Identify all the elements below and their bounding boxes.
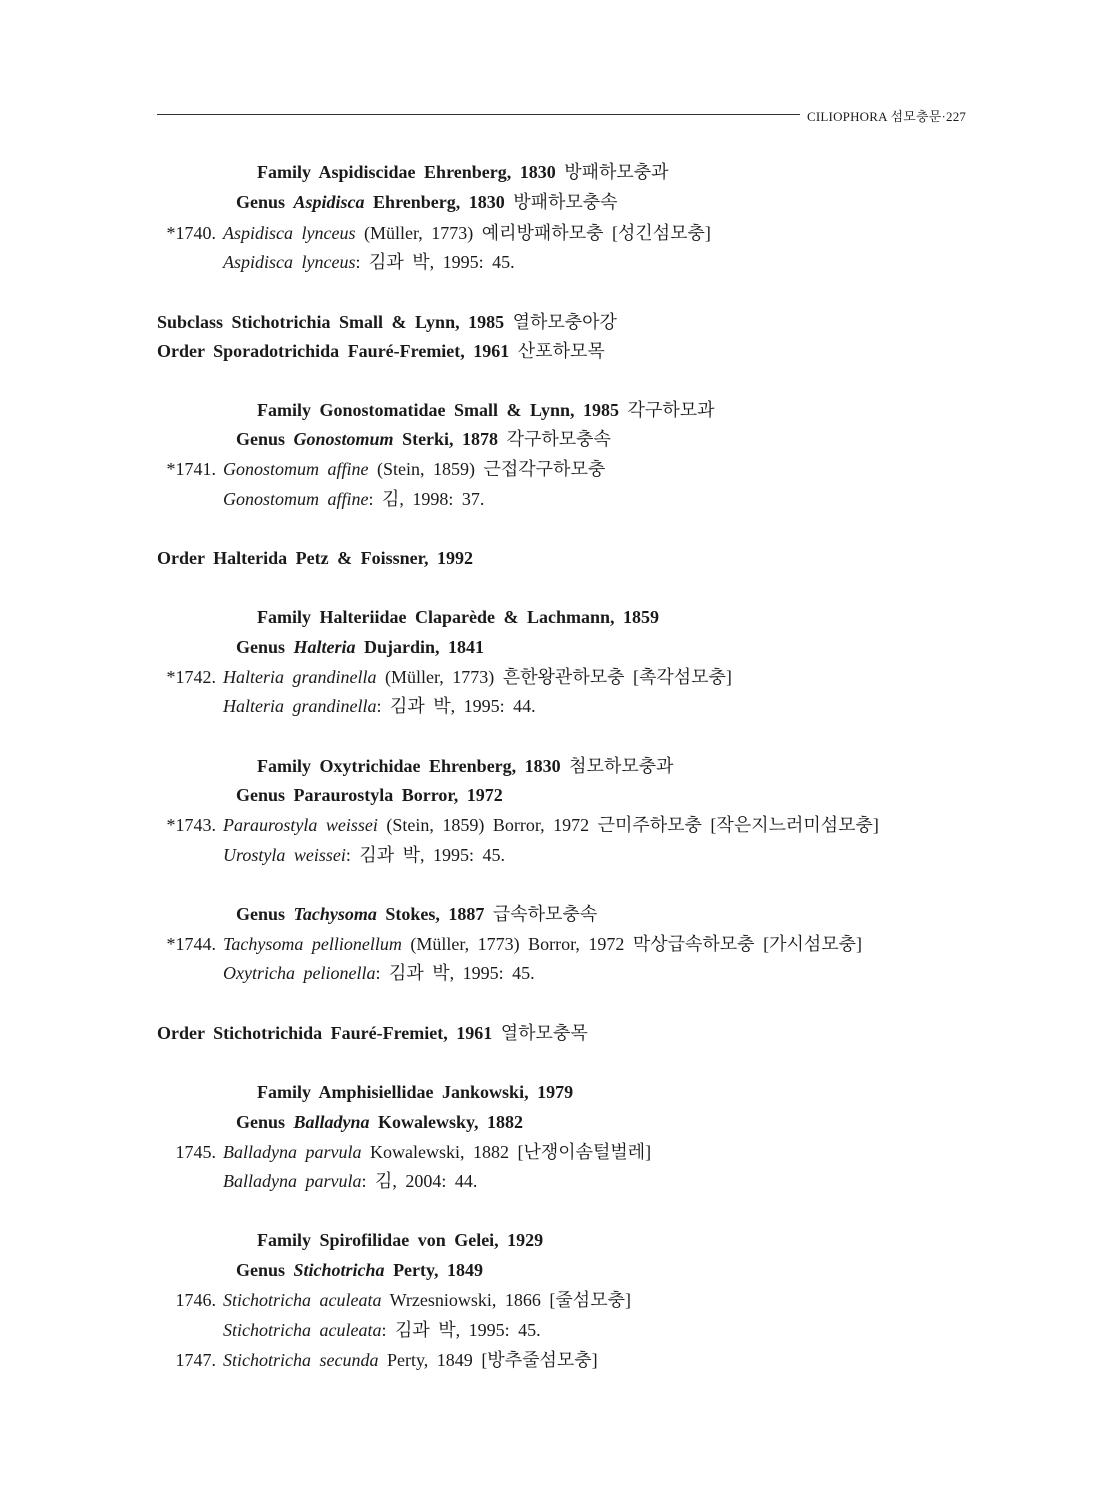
species-number-1740: *1740.: [166, 223, 216, 243]
species-number-1741: *1741.: [166, 459, 216, 479]
running-head: CILIOPHORA 섬모충문·227: [807, 109, 967, 124]
species-number-1743: *1743.: [166, 815, 216, 835]
species-entry-1740: Aspidisca lynceus (Müller, 1773) 예리방패하모충 [성긴섬모충]: [223, 223, 711, 243]
synonym-1743: Urostyla weissei: 김과 박, 1995: 45.: [223, 845, 505, 865]
synonym-1742: Halteria grandinella: 김과 박, 1995: 44.: [223, 696, 536, 716]
species-entry-1741: Gonostomum affine (Stein, 1859) 근접각구하모충: [223, 459, 606, 479]
synonym-1746: Stichotricha aculeata: 김과 박, 1995: 45.: [223, 1320, 541, 1340]
family-heading-amphisiellidae: Family Amphisiellidae Jankowski, 1979: [257, 1082, 574, 1102]
order-heading-halterida: Order Halterida Petz & Foissner, 1992: [157, 548, 473, 568]
family-heading-spirofilidae: Family Spirofilidae von Gelei, 1929: [257, 1230, 544, 1250]
species-entry-1744: Tachysoma pellionellum (Müller, 1773) Borror, 1972 막상급속하모충 [가시섬모충]: [223, 934, 863, 954]
family-heading-aspidiscidae: Family Aspidiscidae Ehrenberg, 1830 방패하모충과: [257, 162, 669, 182]
family-heading-gonostomatidae: Family Gonostomatidae Small & Lynn, 1985 각구하모과: [257, 400, 715, 420]
synonym-1744: Oxytricha pelionella: 김과 박, 1995: 45.: [223, 963, 535, 983]
family-heading-halteriidae: Family Halteriidae Claparède & Lachmann, 1859: [257, 607, 659, 627]
genus-heading-halteria: Genus Halteria Dujardin, 1841: [236, 637, 485, 657]
species-number-1746: 1746.: [175, 1290, 216, 1310]
species-entry-1747: Stichotricha secunda Perty, 1849 [방추줄섬모충]: [223, 1350, 598, 1370]
genus-heading-balladyna: Genus Balladyna Kowalewsky, 1882: [236, 1112, 524, 1132]
species-number-1747: 1747.: [175, 1350, 216, 1370]
header-rule: [157, 114, 800, 115]
species-number-1742: *1742.: [166, 667, 216, 687]
order-heading-sporadotrichida: Order Sporadotrichida Fauré-Fremiet, 1961 산포하모목: [157, 341, 605, 361]
genus-heading-gonostomum: Genus Gonostomum Sterki, 1878 각구하모충속: [236, 429, 611, 449]
species-entry-1742: Halteria grandinella (Müller, 1773) 흔한왕관하모충 [촉각섬모충]: [223, 667, 732, 687]
species-number-1744: *1744.: [166, 934, 216, 954]
species-entry-1743: Paraurostyla weissei (Stein, 1859) Borror, 1972 근미주하모충 [작은지느러미섬모충]: [223, 815, 879, 835]
synonym-1745: Balladyna parvula: 김, 2004: 44.: [223, 1171, 478, 1191]
species-entry-1746: Stichotricha aculeata Wrzesniowski, 1866 [줄섬모충]: [223, 1290, 631, 1310]
family-heading-oxytrichidae: Family Oxytrichidae Ehrenberg, 1830 첨모하모충과: [257, 756, 674, 776]
subclass-heading-stichotrichia: Subclass Stichotrichia Small & Lynn, 1985 열하모충아강: [157, 312, 617, 332]
species-number-1745: 1745.: [175, 1142, 216, 1162]
genus-heading-aspidisca: Genus Aspidisca Ehrenberg, 1830 방패하모충속: [236, 192, 618, 212]
synonym-1741: Gonostomum affine: 김, 1998: 37.: [223, 489, 485, 509]
genus-heading-paraurostyla: Genus Paraurostyla Borror, 1972: [236, 785, 503, 805]
genus-heading-stichotricha: Genus Stichotricha Perty, 1849: [236, 1260, 484, 1280]
synonym-1740: Aspidisca lynceus: 김과 박, 1995: 45.: [223, 252, 515, 272]
species-entry-1745: Balladyna parvula Kowalewski, 1882 [난쟁이솜털벌레]: [223, 1142, 652, 1162]
order-heading-stichotrichida: Order Stichotrichida Fauré-Fremiet, 1961 열하모충목: [157, 1023, 588, 1043]
genus-heading-tachysoma: Genus Tachysoma Stokes, 1887 급속하모충속: [236, 904, 598, 924]
